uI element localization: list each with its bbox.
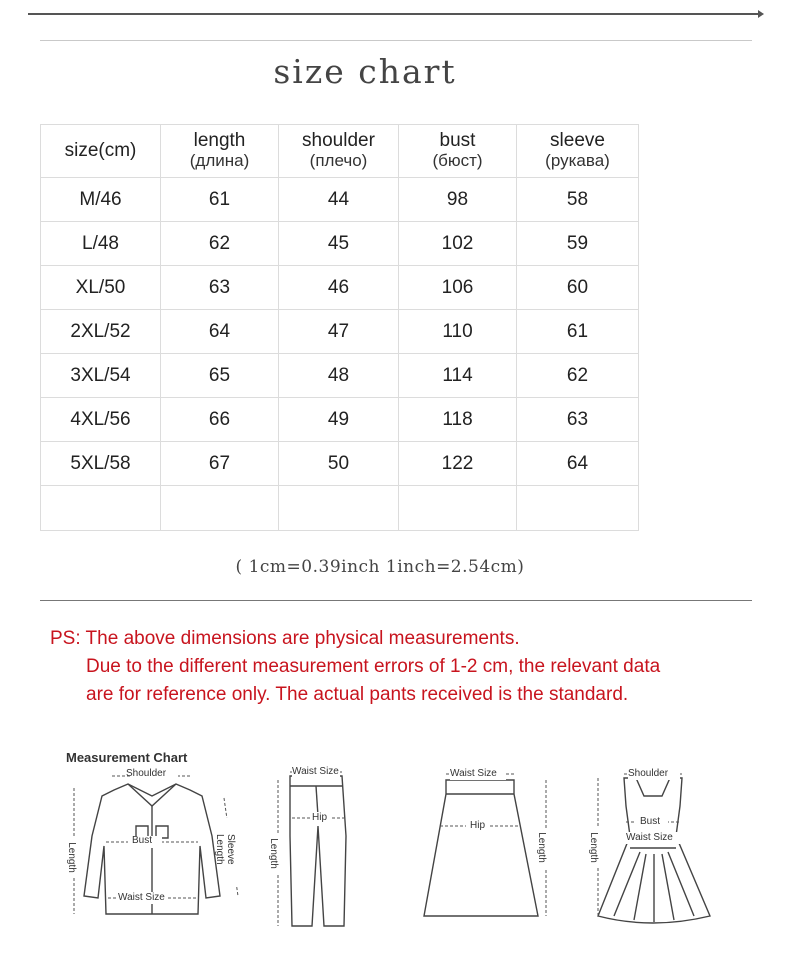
- header-size: [41, 125, 161, 178]
- table-row: [41, 266, 639, 310]
- measurement-note: [50, 625, 660, 709]
- length-cell: 64: [161, 310, 279, 354]
- table-row: [41, 442, 639, 486]
- length-cell: 66: [161, 398, 279, 442]
- sleeve-cell: 62: [517, 354, 639, 398]
- shoulder-cell: 48: [279, 354, 399, 398]
- shoulder-cell: 47: [279, 310, 399, 354]
- size-cell: 3XL/54: [41, 354, 161, 398]
- empty-cell: [279, 486, 399, 531]
- sleeve-cell: 58: [517, 178, 639, 222]
- bust-cell: 114: [399, 354, 517, 398]
- note-divider: [40, 600, 752, 601]
- table-row: [41, 310, 639, 354]
- empty-cell: [161, 486, 279, 531]
- top-divider: [28, 13, 762, 15]
- pants-length-label: Length: [267, 838, 279, 869]
- table-row: [41, 398, 639, 442]
- shirt-length-label: Length: [65, 842, 77, 873]
- table-row: [41, 178, 639, 222]
- bust-cell: 98: [399, 178, 517, 222]
- shirt-waist-label: Waist Size: [118, 892, 165, 903]
- note-line-3: are for reference only. The actual pants received is the standard.: [86, 684, 629, 705]
- header-size-label: size(cm): [64, 140, 137, 161]
- page-title: size chart: [273, 52, 457, 91]
- shirt-bust-label: Bust: [132, 835, 153, 846]
- dress-bust-label: Bust: [640, 816, 661, 827]
- header-length-en: length: [193, 130, 246, 151]
- size-table: [40, 124, 639, 531]
- sleeve-cell: 60: [517, 266, 639, 310]
- dress-length-label: Length: [587, 832, 599, 863]
- header-bust: [399, 125, 517, 178]
- shoulder-cell: 45: [279, 222, 399, 266]
- header-shoulder-ru: (плечо): [309, 151, 368, 170]
- header-sleeve-ru: (рукава): [545, 151, 610, 170]
- length-cell: 67: [161, 442, 279, 486]
- note-line-1: PS: The above dimensions are physical measurements.: [50, 628, 520, 649]
- bust-cell: 110: [399, 310, 517, 354]
- header-length-ru: (длина): [189, 151, 250, 170]
- table-row: [41, 222, 639, 266]
- shirt-diagram: [66, 766, 246, 926]
- skirt-length-label: Length: [535, 832, 547, 863]
- measurement-chart-title: Measurement Chart: [66, 750, 188, 765]
- table-row: [41, 354, 639, 398]
- size-cell: XL/50: [41, 266, 161, 310]
- pants-diagram: [260, 766, 360, 931]
- title-divider: [40, 40, 752, 41]
- skirt-hip-label: Hip: [470, 820, 486, 831]
- dress-diagram: [584, 766, 724, 931]
- skirt-diagram: [420, 766, 560, 931]
- header-bust-ru: (бюст): [432, 151, 483, 170]
- shirt-sleeve-label: Sleeve Length: [214, 834, 236, 865]
- unit-conversion: ( 1cm=0.39inch 1inch=2.54cm): [235, 557, 525, 577]
- sleeve-cell: 63: [517, 398, 639, 442]
- size-cell: L/48: [41, 222, 161, 266]
- note-line-2: Due to the different measurement errors of 1-2 cm, the relevant data: [86, 656, 661, 677]
- sleeve-cell: 59: [517, 222, 639, 266]
- table-header-row: [41, 125, 639, 178]
- header-shoulder-en: shoulder: [302, 130, 375, 151]
- empty-cell: [517, 486, 639, 531]
- shoulder-cell: 50: [279, 442, 399, 486]
- dress-waist-label: Waist Size: [626, 832, 673, 843]
- size-cell: 5XL/58: [41, 442, 161, 486]
- size-cell: 2XL/52: [41, 310, 161, 354]
- size-cell: M/46: [41, 178, 161, 222]
- dress-icon: [584, 766, 724, 931]
- shoulder-cell: 44: [279, 178, 399, 222]
- sleeve-cell: 61: [517, 310, 639, 354]
- table-row-empty: [41, 486, 639, 531]
- shirt-shoulder-label: Shoulder: [126, 768, 167, 779]
- header-sleeve-en: sleeve: [550, 130, 605, 151]
- pants-hip-label: Hip: [312, 812, 328, 823]
- length-cell: 63: [161, 266, 279, 310]
- length-cell: 62: [161, 222, 279, 266]
- bust-cell: 106: [399, 266, 517, 310]
- empty-cell: [41, 486, 161, 531]
- pants-waist-label: Waist Size: [292, 766, 339, 777]
- shoulder-cell: 49: [279, 398, 399, 442]
- bust-cell: 102: [399, 222, 517, 266]
- size-cell: 4XL/56: [41, 398, 161, 442]
- dress-shoulder-label: Shoulder: [628, 768, 669, 779]
- header-length: [161, 125, 279, 178]
- skirt-waist-label: Waist Size: [450, 768, 497, 779]
- length-cell: 61: [161, 178, 279, 222]
- shoulder-cell: 46: [279, 266, 399, 310]
- header-shoulder: [279, 125, 399, 178]
- header-sleeve: [517, 125, 639, 178]
- header-bust-en: bust: [439, 130, 476, 151]
- empty-cell: [399, 486, 517, 531]
- bust-cell: 118: [399, 398, 517, 442]
- sleeve-cell: 64: [517, 442, 639, 486]
- length-cell: 65: [161, 354, 279, 398]
- bust-cell: 122: [399, 442, 517, 486]
